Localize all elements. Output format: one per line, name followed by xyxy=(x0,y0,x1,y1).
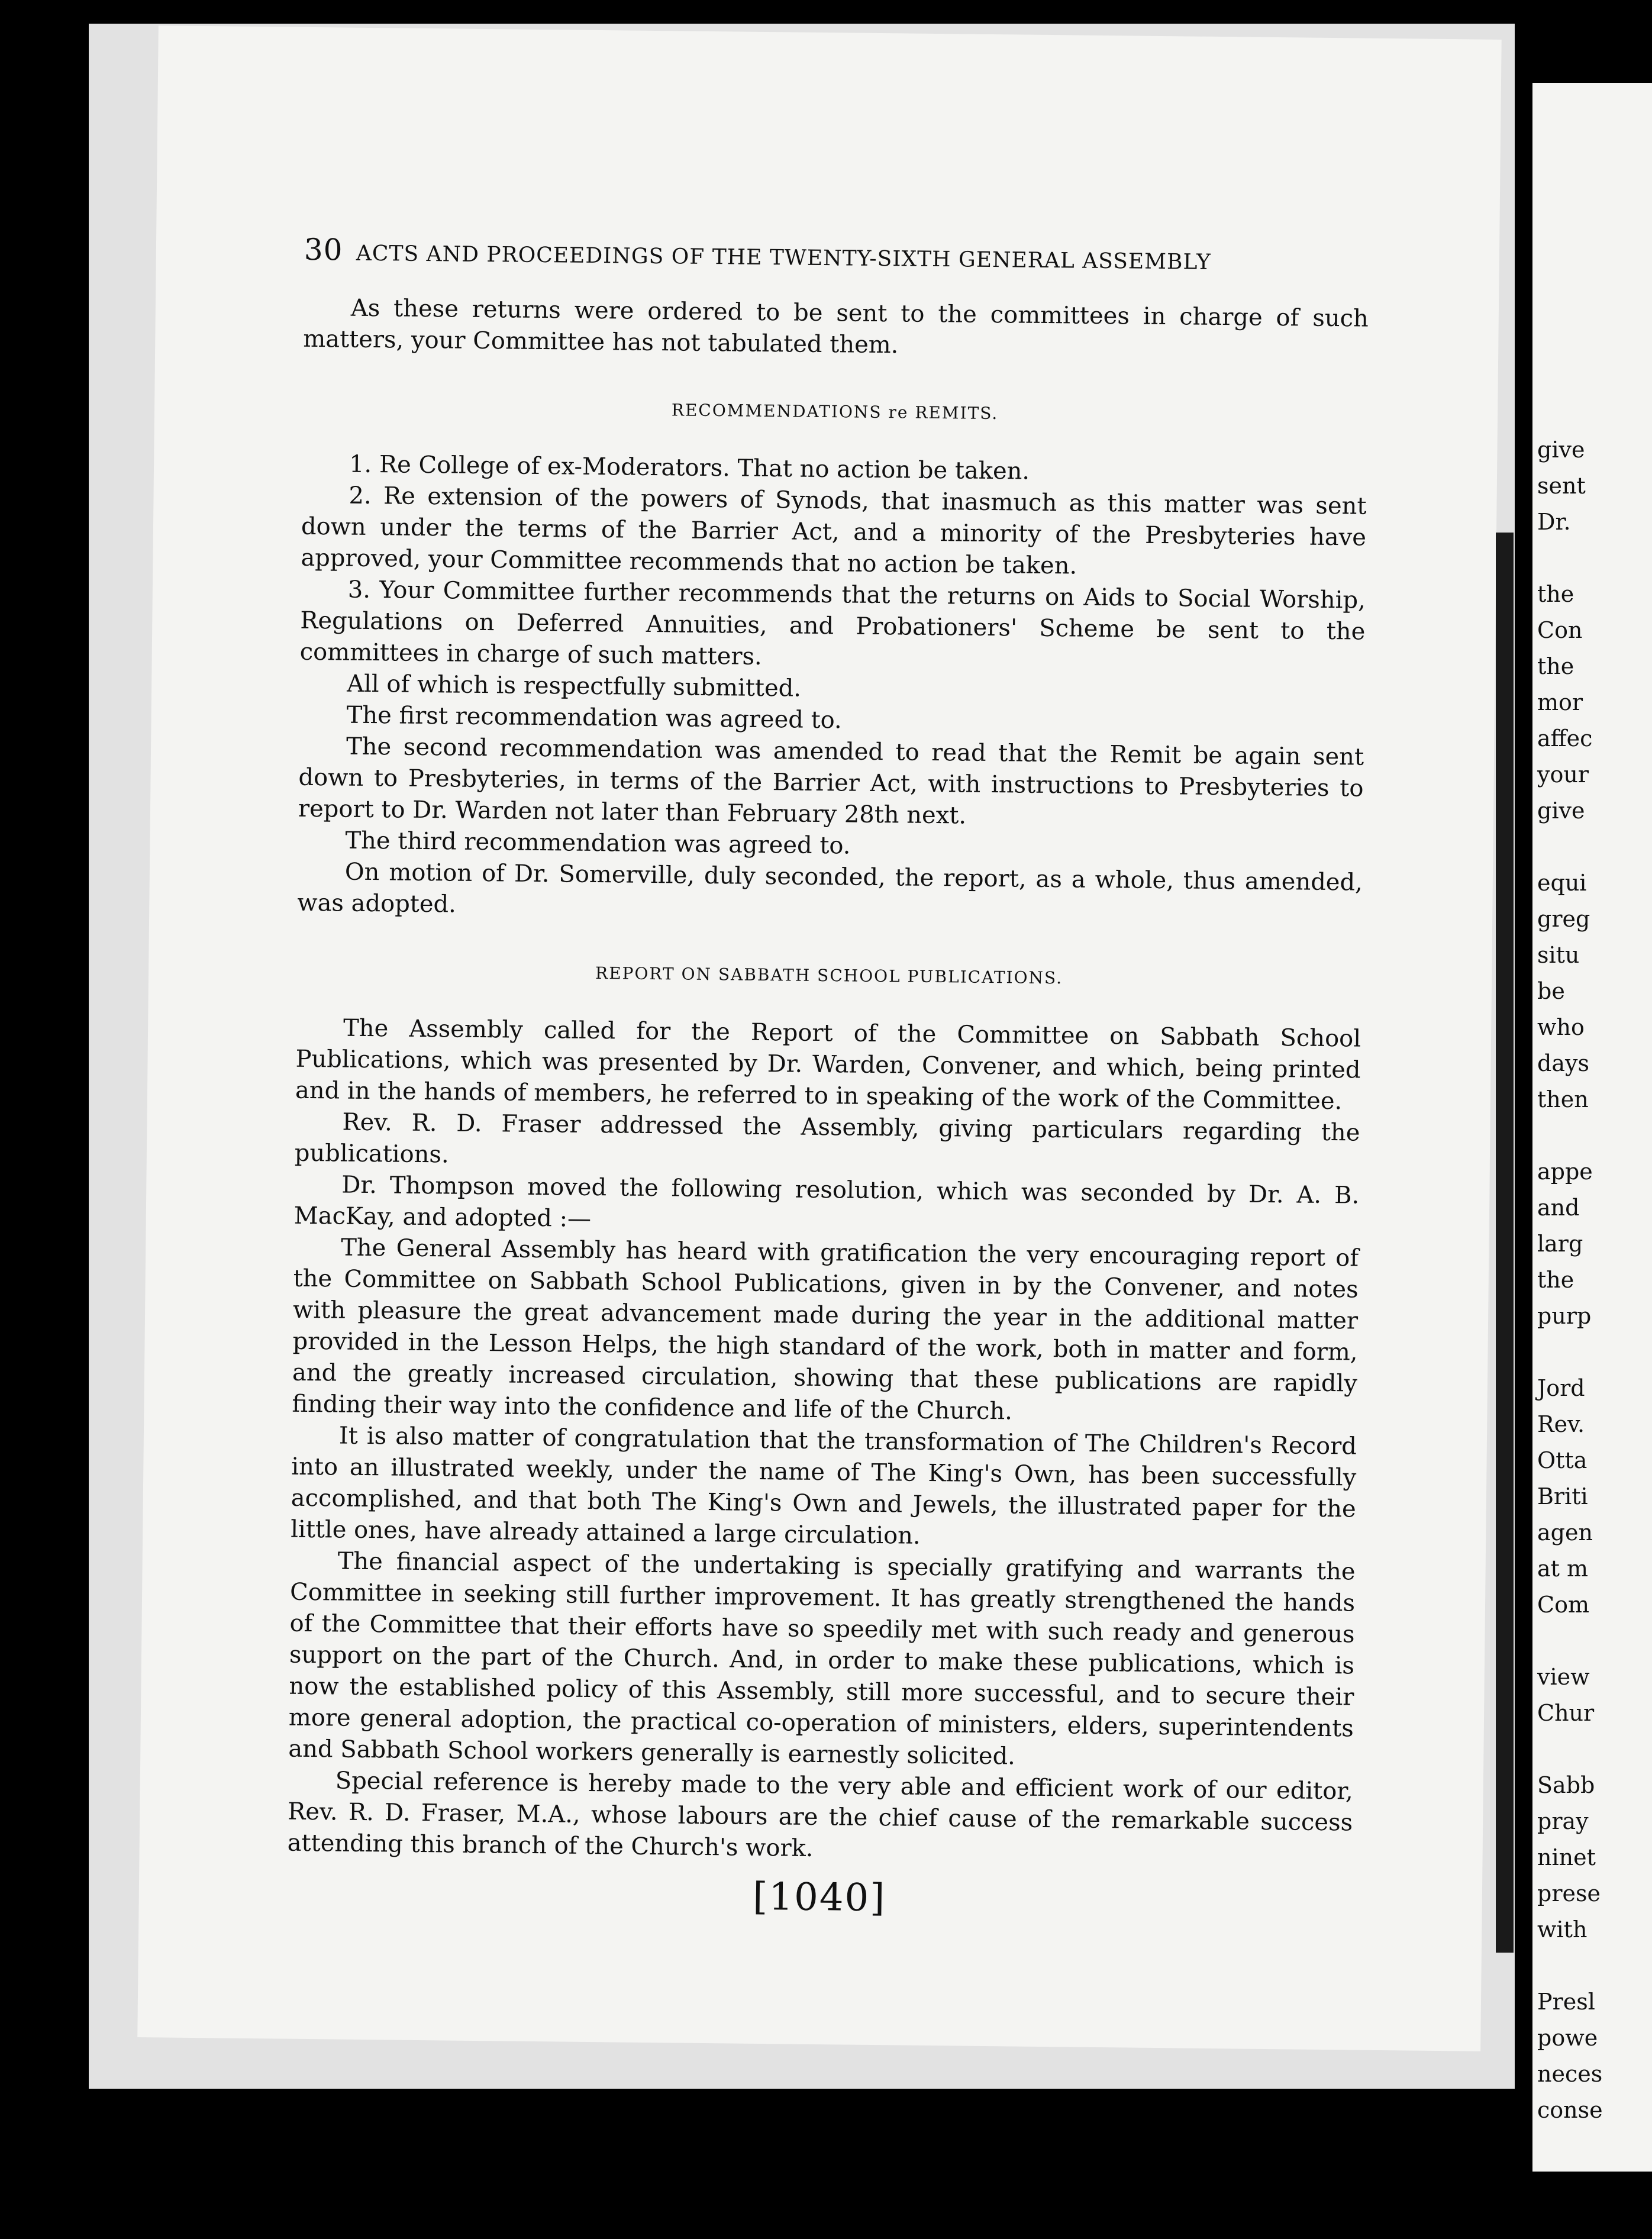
facing-page-line: give xyxy=(1537,798,1585,824)
sabbath-paragraph-2: Rev. R. D. Fraser addressed the Assembly, giving particulars regarding the publications. xyxy=(294,1108,1360,1169)
facing-page xyxy=(1532,83,1652,2172)
facing-page-line: be xyxy=(1537,978,1565,1004)
facing-page-line: who xyxy=(1537,1014,1585,1040)
facing-page-line: pray xyxy=(1537,1808,1589,1834)
facing-page-line: and xyxy=(1537,1195,1580,1221)
facing-page-line: Rev. xyxy=(1537,1411,1585,1437)
facing-page-line: agen xyxy=(1537,1519,1593,1546)
facing-page-line: your xyxy=(1537,762,1589,788)
facing-page-line: appe xyxy=(1537,1159,1593,1185)
facing-page-line: Presl xyxy=(1537,1989,1595,2015)
running-head xyxy=(304,234,1370,280)
facing-page-line: Con xyxy=(1537,617,1583,643)
sabbath-paragraph-7: Special reference is hereby made to the very able and efficient work of our editor, Rev. R. D. Fraser, M.A., whose labours are the chief cause of the remarkable success attending this branch of the Church's work. xyxy=(287,1767,1353,1862)
remit-paragraph-first-agreed: The first recommendation was agreed to. xyxy=(346,701,843,734)
facing-page-line: Dr. xyxy=(1537,509,1571,535)
facing-page-line xyxy=(1537,540,1603,576)
facing-page-line: Jord xyxy=(1537,1375,1585,1401)
facing-page-line xyxy=(1537,1948,1603,1984)
facing-page-line: at m xyxy=(1537,1556,1589,1582)
facing-page-line: larg xyxy=(1537,1231,1583,1257)
folio-number: 30 xyxy=(304,232,343,267)
remit-paragraph-third-agreed: The third recommendation was agreed to. xyxy=(345,827,851,860)
facing-page-line: purp xyxy=(1537,1303,1592,1329)
left-page xyxy=(137,25,1501,2051)
remit-paragraph-second-amended: The second recommendation was amended to read that the Remit be again sent down to Presbyteries, in terms of the Barrier Act, with instructions to Presbyteries to report to Dr. Warden not later than February 28th next. xyxy=(298,733,1364,830)
facing-page-line xyxy=(1537,1731,1603,1767)
remit-paragraph-submitted: All of which is respectfully submitted. xyxy=(346,670,802,702)
sabbath-paragraph-3: Dr. Thompson moved the following resolution, which was seconded by Dr. A. B. MacKay, and adopted :— xyxy=(293,1171,1360,1233)
page-number: [1040] xyxy=(753,1875,886,1921)
facing-page-line: the xyxy=(1537,581,1574,607)
sabbath-paragraph-4: The General Assembly has heard with gratification the very encouraging report of the Committee on Sabbath School Publications, given in by the Convener, and notes with pleasure the great advancement made during the year in the additional matter provided in the Lesson Helps, the high standard of the work, both in matter and form, and the greatly increased circulation, showing that these publications are rapidly finding their way into the confidence and life of the Church. xyxy=(292,1234,1359,1425)
remits-heading: RECOMMENDATIONS re REMITS. xyxy=(671,400,999,424)
facing-page-line xyxy=(1537,1334,1603,1370)
facing-page-line: Chur xyxy=(1537,1700,1595,1726)
facing-page-line: then xyxy=(1537,1086,1589,1112)
facing-page-line: give xyxy=(1537,437,1585,463)
facing-page-line: equi xyxy=(1537,870,1587,896)
facing-page-line xyxy=(1537,829,1603,865)
facing-page-line: sent xyxy=(1537,473,1586,499)
binding-shadow xyxy=(1496,533,1514,1953)
facing-page-line: with xyxy=(1537,1917,1588,1943)
facing-page-line: neces xyxy=(1537,2061,1603,2087)
facing-page-line: view xyxy=(1537,1664,1590,1690)
facing-page-line: Sabb xyxy=(1537,1772,1595,1798)
sabbath-paragraph-1: The Assembly called for the Report of the Committee on Sabbath School Publications, which was presented by Dr. Warden, Convener, and which, being printed and in the hands of members, he referred to in speaking of the work of the Committee. xyxy=(295,1014,1361,1115)
facing-page-line: Briti xyxy=(1537,1483,1588,1509)
facing-page-line: days xyxy=(1537,1050,1589,1076)
facing-page-line: the xyxy=(1537,1267,1574,1293)
facing-page-line: Otta xyxy=(1537,1447,1588,1473)
facing-page-line: affec xyxy=(1537,725,1593,751)
facing-page-line xyxy=(1537,1623,1603,1659)
remit-paragraph-2: 2. Re extension of the powers of Synods, that inasmuch as this matter was sent down under the terms of the Barrier Act, and a minority of the Presbyteries have approved, your Committee recommends that no action be taken. xyxy=(301,482,1367,580)
facing-page-line: mor xyxy=(1537,689,1583,715)
sabbath-heading: REPORT ON SABBATH SCHOOL PUBLICATIONS. xyxy=(595,963,1063,988)
facing-page-line: Com xyxy=(1537,1592,1589,1618)
running-head-title: ACTS AND PROCEEDINGS OF THE TWENTY-SIXTH GENERAL ASSEMBLY xyxy=(356,241,1212,275)
facing-page-line: conse xyxy=(1537,2097,1603,2123)
sabbath-paragraph-5: It is also matter of congratulation that the transformation of The Children's Record into an illustrated weekly, under the name of The King's Own, has been successfully accomplished, and that both The King's Own and Jewels, the illustrated paper for the little ones, have already attained a large circulation. xyxy=(291,1422,1357,1550)
facing-page-line xyxy=(1537,1118,1603,1154)
remit-paragraph-3: 3. Your Committee further recommends that the returns on Aids to Social Worship, Regulations on Deferred Annuities, and Probationers' Scheme be sent to the committees in charge of such matters. xyxy=(299,576,1366,670)
sabbath-paragraph-6: The financial aspect of the undertaking is specially gratifying and warrants the Committee in seeking still further improvement. It has greatly strengthened the hands of the Committee that their efforts have so speedily met with such ready and generous support on the part of the Church. And, in order to make these publications, which is now the established policy of this Assembly, still more successful, and to secure their more general adoption, the practical co-operation of ministers, elders, superintendents and Sabbath School workers generally is earnestly solicited. xyxy=(288,1547,1356,1770)
facing-page-fragments xyxy=(1537,432,1603,2128)
page-body xyxy=(287,234,1370,1919)
facing-page-line: greg xyxy=(1537,906,1590,932)
facing-page-line: powe xyxy=(1537,2025,1598,2051)
facing-page-line: prese xyxy=(1537,1880,1601,1906)
remit-paragraph-1: 1. Re College of ex-Moderators. That no action be taken. xyxy=(349,450,1030,485)
remit-paragraph-adopted: On motion of Dr. Somerville, duly seconded, the report, as a whole, thus amended, was adopted. xyxy=(297,858,1363,918)
facing-page-line: situ xyxy=(1537,942,1580,968)
facing-page-line: the xyxy=(1537,653,1574,679)
facing-page-line: ninet xyxy=(1537,1844,1596,1870)
returns-paragraph: As these returns were ordered to be sent to the committees in charge of such matters, your Committee has not tabulated them. xyxy=(303,294,1369,359)
